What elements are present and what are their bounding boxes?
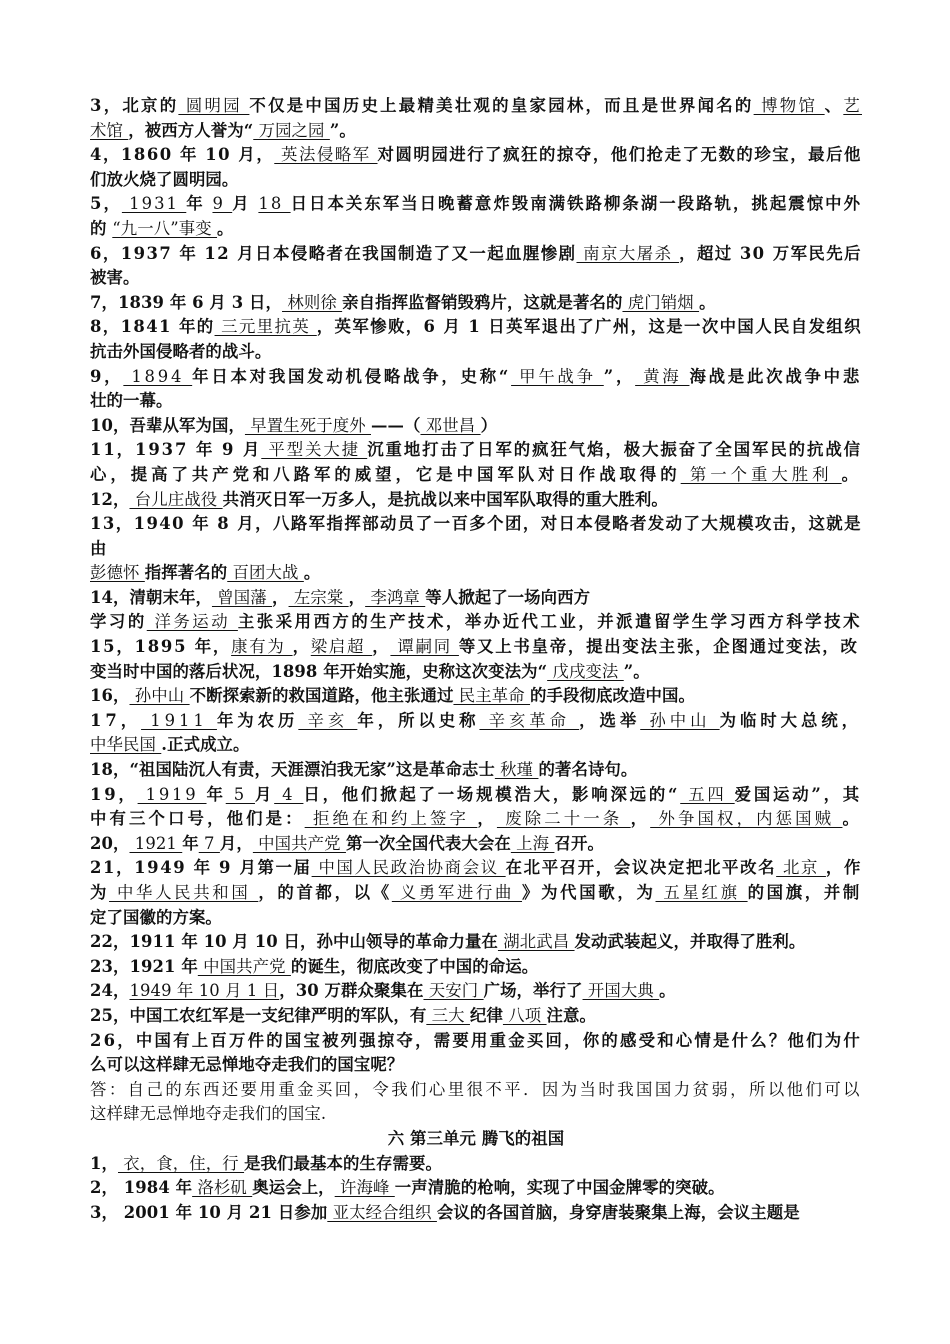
- question-text: 在北平召开，会议决定把北平改名: [505, 858, 777, 878]
- question-text: ，: [630, 809, 651, 829]
- question-text: 19，: [90, 784, 138, 804]
- text-line: [90, 315, 862, 340]
- question-text: 的手段彻底改造中国。: [530, 686, 695, 706]
- question-text: 6，1937 年 12 月日本侵略者在我国制造了又一起血腥惨剧: [90, 243, 577, 263]
- fill-in-answer: 虎门销烟: [622, 292, 700, 312]
- text-line: [90, 512, 862, 537]
- line-content: [90, 293, 716, 312]
- question-text: 。: [303, 563, 321, 583]
- question-text: ，超过 30 万军民先后: [679, 243, 862, 263]
- line-content: [90, 539, 107, 558]
- question-text: 学习的: [90, 612, 147, 632]
- question-text: 7，1839 年 6 月 3 日，: [90, 292, 283, 312]
- fill-in-answer: 早置生死于度外: [244, 415, 371, 435]
- line-content: [90, 735, 250, 754]
- text-line: [90, 438, 862, 463]
- fill-in-answer: 第一个重大胜利: [680, 464, 842, 484]
- fill-in-answer: 艺: [843, 96, 862, 115]
- text-line: [90, 389, 862, 414]
- question-text: 3，北京的: [90, 96, 179, 115]
- line-content: [90, 416, 497, 435]
- fill-in-answer: 衣，食，住，行: [118, 1153, 245, 1173]
- fill-in-answer: 4: [274, 784, 304, 804]
- question-text: 11，1937 年 9 月: [90, 440, 262, 460]
- fill-in-answer: 五四: [680, 784, 735, 804]
- question-text: 不断探索新的救国道路，他主张通过: [189, 686, 454, 706]
- question-text: 亲自指挥监督销毁鸦片，这就是著名的: [342, 292, 623, 312]
- line-content: [90, 1006, 596, 1025]
- question-text: 被害。: [90, 268, 140, 288]
- text-line: [90, 660, 862, 685]
- question-text: 第一次全国代表大会在: [345, 833, 511, 853]
- text-line: [90, 143, 862, 168]
- text-line: [90, 856, 862, 881]
- question-text: ”。: [329, 120, 356, 140]
- question-text: 主张采用西方的生产技术，举办近代工业，并派遣留学生学习西方科学技术: [237, 612, 862, 632]
- question-text: 26，中国有上百万件的国宝被列强掠夺，需要用重金买回，你的感受和心情是什么？他们为什: [90, 1030, 862, 1050]
- fill-in-answer: 洋务运动: [146, 612, 238, 632]
- line-content: [90, 883, 862, 902]
- fill-in-answer: 秋瑾: [494, 760, 539, 780]
- line-content: [90, 145, 862, 164]
- question-text: 壮的一幕。: [90, 391, 173, 411]
- fill-in-answer: 北京: [776, 858, 826, 878]
- text-line: [90, 192, 862, 217]
- line-content: [90, 367, 862, 386]
- text-line: [90, 881, 862, 906]
- question-text: 。: [699, 292, 716, 312]
- question-text: 发动武装起义，并取得了胜利。: [574, 932, 806, 952]
- text-line: [90, 1176, 862, 1201]
- question-text: .正式成立。: [161, 735, 250, 755]
- question-text: 。: [841, 464, 862, 484]
- line-content: [90, 219, 234, 238]
- question-text: 们放火烧了圆明园。: [90, 169, 239, 189]
- fill-in-answer: 1949 年 10 月 1 日: [129, 981, 280, 1001]
- question-text: ，作: [825, 858, 862, 878]
- question-text: 20，: [90, 833, 130, 853]
- fill-in-answer: 7: [198, 833, 220, 853]
- fill-in-answer: 南京大屠杀: [576, 243, 680, 263]
- fill-in-answer: 术馆: [90, 120, 129, 140]
- question-text: 。: [217, 218, 234, 238]
- section-heading: [90, 1127, 862, 1152]
- fill-in-answer: 18: [258, 194, 291, 214]
- question-text: 等又上书皇帝，提出变法主张，企图通过变法，改: [458, 637, 859, 657]
- question-text: 年为农历: [216, 710, 299, 730]
- text-line: [90, 807, 862, 832]
- question-text: 年: [186, 194, 213, 214]
- question-text: 爱国运动”，其: [734, 784, 862, 804]
- fill-in-answer: 湖北武昌: [497, 932, 575, 952]
- question-text: 答：自己的东西还要用重金买回，令我们心里很不平．因为当时我国国力贫弱，所以他们可以: [90, 1079, 862, 1099]
- fill-in-answer: 洛杉矶: [192, 1178, 253, 1198]
- question-text: 纪律: [469, 1005, 503, 1025]
- text-line: [90, 266, 862, 291]
- fill-in-answer: 中国人民政治协商会议: [311, 858, 506, 878]
- question-text: 为临时大总统，: [719, 710, 863, 730]
- question-text: ，选举: [579, 710, 641, 730]
- fill-in-answer: 许海峰: [334, 1178, 395, 1198]
- line-content: [90, 514, 862, 533]
- line-content: [90, 686, 695, 705]
- fill-in-answer: 彭德怀: [90, 563, 145, 583]
- question-text: 月，: [219, 833, 253, 853]
- fill-in-answer: 废除二十一条: [496, 809, 631, 829]
- line-content: [90, 170, 238, 189]
- text-line: [90, 168, 862, 193]
- fill-in-answer: 圆明园: [178, 96, 250, 115]
- question-text: 中有三个口号，他们是：: [90, 809, 305, 829]
- line-content: [90, 785, 862, 804]
- text-line: [90, 733, 862, 758]
- fill-in-answer: 民主革命: [453, 686, 531, 706]
- line-content: [90, 760, 637, 779]
- text-line: [90, 365, 862, 390]
- line-content: [90, 268, 139, 287]
- text-line: [90, 709, 862, 734]
- text-line: [90, 537, 862, 562]
- line-content: [90, 563, 320, 582]
- question-text: 的著名诗句。: [538, 760, 638, 780]
- question-text: 10，吾辈从军为国，: [90, 415, 245, 435]
- question-text: 23，1921 年: [90, 956, 198, 976]
- fill-in-answer: 三元里抗英: [214, 317, 317, 337]
- fill-in-answer: 李鸿章: [365, 587, 426, 607]
- fill-in-answer: 台儿庄战役: [129, 489, 223, 509]
- question-text: 这样肆无忌惮地夺走我们的国宝.: [90, 1104, 327, 1124]
- line-content: [90, 342, 271, 361]
- line-content: [90, 1031, 862, 1050]
- question-text: 15，1895 年，: [90, 637, 232, 657]
- question-text: ——（: [371, 415, 421, 435]
- question-text: 注意。: [546, 1005, 597, 1025]
- text-line: [90, 217, 862, 242]
- question-text: 为: [90, 883, 110, 902]
- question-text: ，: [348, 587, 366, 607]
- question-text: 17，: [90, 710, 142, 730]
- question-text: 广场，举行了: [483, 981, 583, 1001]
- text-line: [90, 94, 862, 119]
- question-text: 日，他们掀起了一场规模浩大，影响深远的“: [303, 784, 681, 804]
- fill-in-answer: 黄海: [635, 366, 690, 386]
- question-text: ，: [272, 587, 289, 607]
- question-text: 25，中国工农红军是一支纪律严明的军队，有: [90, 1005, 427, 1025]
- fill-in-answer: 左宗棠: [288, 587, 349, 607]
- line-content: [90, 1080, 862, 1099]
- question-text: 的: [90, 218, 113, 238]
- fill-in-answer: 英法侵略军: [274, 145, 378, 165]
- text-line: [90, 242, 862, 267]
- fill-in-answer: 上海: [510, 833, 555, 853]
- text-line: [90, 291, 862, 316]
- question-text: 变当时中国的落后状况，1898 年开始实施，史称这次变法为“: [90, 661, 548, 681]
- question-text: 抗击外国侵略者的战斗。: [90, 341, 272, 361]
- question-text: 3， 2001 年 10 月 21 日参加: [90, 1202, 328, 1222]
- fill-in-answer: 谭嗣同: [390, 637, 459, 657]
- question-text: 会议的各国首脑，身穿唐装聚集上海，会议主题是: [436, 1202, 800, 1222]
- fill-in-answer: 博物馆: [753, 96, 825, 115]
- fill-in-answer: 1894: [123, 366, 193, 386]
- fill-in-answer: 拒绝在和约上签字: [304, 809, 478, 829]
- fill-in-answer: 平型关大捷: [261, 440, 368, 460]
- text-line: [90, 561, 862, 586]
- fill-in-answer: “九一八”事变: [112, 218, 218, 238]
- question-text: 由: [90, 538, 107, 558]
- text-line: [90, 340, 862, 365]
- question-text: 对圆明园进行了疯狂的掠夺，他们抢走了无数的珍宝，最后他: [377, 145, 862, 165]
- text-line: [90, 684, 862, 709]
- question-text: 年日本对我国发动机侵略战争，史称“: [192, 366, 512, 386]
- fill-in-answer: 五星红旗: [655, 883, 748, 902]
- text-line: [90, 1152, 862, 1177]
- line-content: [90, 981, 676, 1000]
- question-text: 年: [206, 784, 226, 804]
- question-text: 六 第三单元 腾飞的祖国: [387, 1128, 565, 1148]
- question-text: 13，1940 年 8 月，八路军指挥部动员了一百多个团，对日本侵略者发动了大规模攻击，这就是: [90, 514, 862, 534]
- text-line: [90, 758, 862, 783]
- fill-in-answer: 甲午战争: [511, 366, 604, 386]
- line-content: [90, 834, 604, 853]
- text-line: [90, 906, 862, 931]
- fill-in-answer: 1931: [121, 194, 187, 214]
- fill-in-answer: 万园之园: [253, 120, 330, 140]
- question-text: 召开。: [554, 833, 604, 853]
- line-content: [388, 1129, 565, 1148]
- fill-in-answer: 1921: [129, 833, 183, 853]
- question-text: 18，“祖国陆沉人有责，天涯漂泊我无家”这是革命志士: [90, 760, 495, 780]
- fill-in-answer: 梁启超: [310, 637, 373, 657]
- question-text: 月: [232, 194, 259, 214]
- question-text: 。: [659, 981, 676, 1001]
- question-text: 年: [182, 833, 199, 853]
- question-text: ”。: [623, 661, 650, 681]
- fill-in-answer: 孙中山: [129, 686, 190, 706]
- text-line: [90, 488, 862, 513]
- question-text: 、: [824, 96, 844, 115]
- text-line: [90, 1078, 862, 1103]
- text-line: [90, 1102, 862, 1127]
- text-line: [90, 930, 862, 955]
- line-content: [90, 244, 862, 263]
- line-content: [90, 932, 805, 951]
- text-line: [90, 463, 862, 488]
- line-content: [90, 1203, 800, 1222]
- document-page: [90, 94, 862, 1225]
- line-content: [90, 465, 862, 484]
- fill-in-answer: 5: [225, 784, 255, 804]
- line-content: [90, 96, 862, 115]
- text-line: [90, 1004, 862, 1029]
- line-content: [90, 612, 862, 631]
- question-text: 24，: [90, 981, 130, 1001]
- text-line: [90, 586, 862, 611]
- question-text: 2， 1984 年: [90, 1178, 193, 1198]
- question-text: 沉重地打击了日军的疯狂气焰，极大振奋了全国军民的抗战信: [367, 440, 862, 460]
- line-content: [90, 858, 862, 877]
- question-text: 的诞生，彻底改变了中国的命运。: [290, 956, 539, 976]
- question-text: 12，: [90, 489, 130, 509]
- question-text: 月: [254, 784, 275, 804]
- line-content: [90, 1104, 326, 1123]
- line-content: [90, 908, 222, 927]
- question-text: 8，1841 年的: [90, 317, 215, 337]
- fill-in-answer: 中华民国: [90, 735, 162, 755]
- text-line: [90, 955, 862, 980]
- question-text: ，英军惨败，6 月 1 日英军退出了广州，这是一次中国人民自发组织: [316, 317, 862, 337]
- question-text: ，: [477, 809, 497, 829]
- fill-in-answer: 1919: [137, 784, 207, 804]
- fill-in-answer: 曾国藩: [211, 587, 273, 607]
- text-line: [90, 1201, 862, 1226]
- question-text: 一声清脆的枪响，实现了中国金牌零的突破。: [394, 1178, 725, 1198]
- fill-in-answer: 戊戌变法: [547, 661, 624, 681]
- fill-in-answer: 中国共产党: [252, 833, 346, 853]
- question-text: 定了国徽的方案。: [90, 907, 222, 927]
- fill-in-answer: 亚太经合组织: [327, 1202, 437, 1222]
- fill-in-answer: 百团大战: [227, 563, 304, 583]
- line-content: [90, 391, 172, 410]
- question-text: 的国旗，并制: [747, 883, 862, 902]
- question-text: 22，1911 年 10 月 10 日，孙中山领导的革命力量在: [90, 932, 498, 952]
- line-content: [90, 637, 859, 656]
- question-text: 5，: [90, 194, 122, 214]
- question-text: 1，: [90, 1153, 118, 1173]
- fill-in-answer: 义勇军进行曲: [391, 883, 523, 902]
- question-text: 是我们最基本的生存需要。: [244, 1153, 442, 1173]
- question-text: 》为代国歌，为: [522, 883, 656, 902]
- question-text: 9，: [90, 366, 124, 386]
- text-line: [90, 832, 862, 857]
- question-text: 。: [842, 809, 862, 829]
- line-content: [90, 194, 862, 213]
- line-content: [90, 957, 538, 976]
- question-text: 海战是此次战争中悲: [689, 366, 862, 386]
- line-content: [90, 1178, 725, 1197]
- question-text: ，30 万群众聚集在: [279, 981, 424, 1001]
- line-content: [90, 1055, 403, 1074]
- question-text: 不仅是中国历史上最精美壮观的皇家园林，而且是世界闻名的: [249, 96, 754, 115]
- fill-in-answer: 辛亥: [298, 710, 358, 730]
- fill-in-answer: 中国共产党: [197, 956, 291, 976]
- fill-in-answer: 邓世昌: [420, 415, 481, 435]
- line-content: [90, 317, 862, 336]
- text-line: [90, 119, 862, 144]
- question-text: ，: [292, 637, 311, 657]
- line-content: [90, 1154, 442, 1173]
- question-text: 么可以这样肆无忌惮地夺走我们的国宝呢？: [90, 1055, 404, 1075]
- line-content: [90, 588, 590, 607]
- line-content: [90, 490, 668, 509]
- question-text: ，: [372, 637, 391, 657]
- fill-in-answer: 开国大典: [582, 981, 660, 1001]
- fill-in-answer: 1911: [141, 710, 217, 730]
- fill-in-answer: 八项: [502, 1005, 547, 1025]
- question-text: 16，: [90, 686, 130, 706]
- line-content: [90, 662, 650, 681]
- line-content: [90, 121, 356, 140]
- text-line: [90, 1029, 862, 1054]
- question-text: 指挥著名的: [144, 563, 228, 583]
- question-text: ，的首都，以《: [258, 883, 392, 902]
- text-line: [90, 635, 862, 660]
- line-content: [90, 809, 862, 828]
- text-line: [90, 610, 862, 635]
- question-text: ，被西方人誉为“: [128, 120, 254, 140]
- text-line: [90, 783, 862, 808]
- fill-in-answer: 天安门: [423, 981, 484, 1001]
- question-text: 奥运会上，: [252, 1178, 335, 1198]
- question-text: ）: [480, 415, 498, 435]
- question-text: 共消灭日军一万多人，是抗战以来中国军队取得的重大胜利。: [222, 489, 668, 509]
- question-text: 14，清朝末年，: [90, 587, 212, 607]
- question-text: 等人掀起了一场向西方: [425, 587, 591, 607]
- text-line: [90, 414, 862, 439]
- fill-in-answer: 外争国权，内惩国贼: [650, 809, 843, 829]
- fill-in-answer: 康有为: [231, 637, 293, 657]
- text-line: [90, 979, 862, 1004]
- fill-in-answer: 辛亥革命: [479, 710, 580, 730]
- line-content: [90, 440, 862, 459]
- question-text: 21，1949 年 9 月第一届: [90, 858, 312, 878]
- fill-in-answer: 中华人民共和国: [109, 883, 259, 902]
- question-text: 心，提高了共产党和八路军的威望，它是中国军队对日作战取得的: [90, 464, 681, 484]
- question-text: ”，: [603, 366, 636, 386]
- fill-in-answer: 三大: [426, 1005, 470, 1025]
- fill-in-answer: 9: [212, 194, 233, 214]
- fill-in-answer: 林则徐: [282, 292, 343, 312]
- question-text: 日日本关东军当日晚蓄意炸毁南满铁路柳条湖一段路轨，挑起震惊中外: [290, 194, 863, 214]
- text-line: [90, 1053, 862, 1078]
- question-text: 4，1860 年 10 月，: [90, 145, 275, 165]
- line-content: [90, 711, 862, 730]
- fill-in-answer: 孙中山: [640, 710, 720, 730]
- question-text: 年，所以史称: [357, 710, 480, 730]
